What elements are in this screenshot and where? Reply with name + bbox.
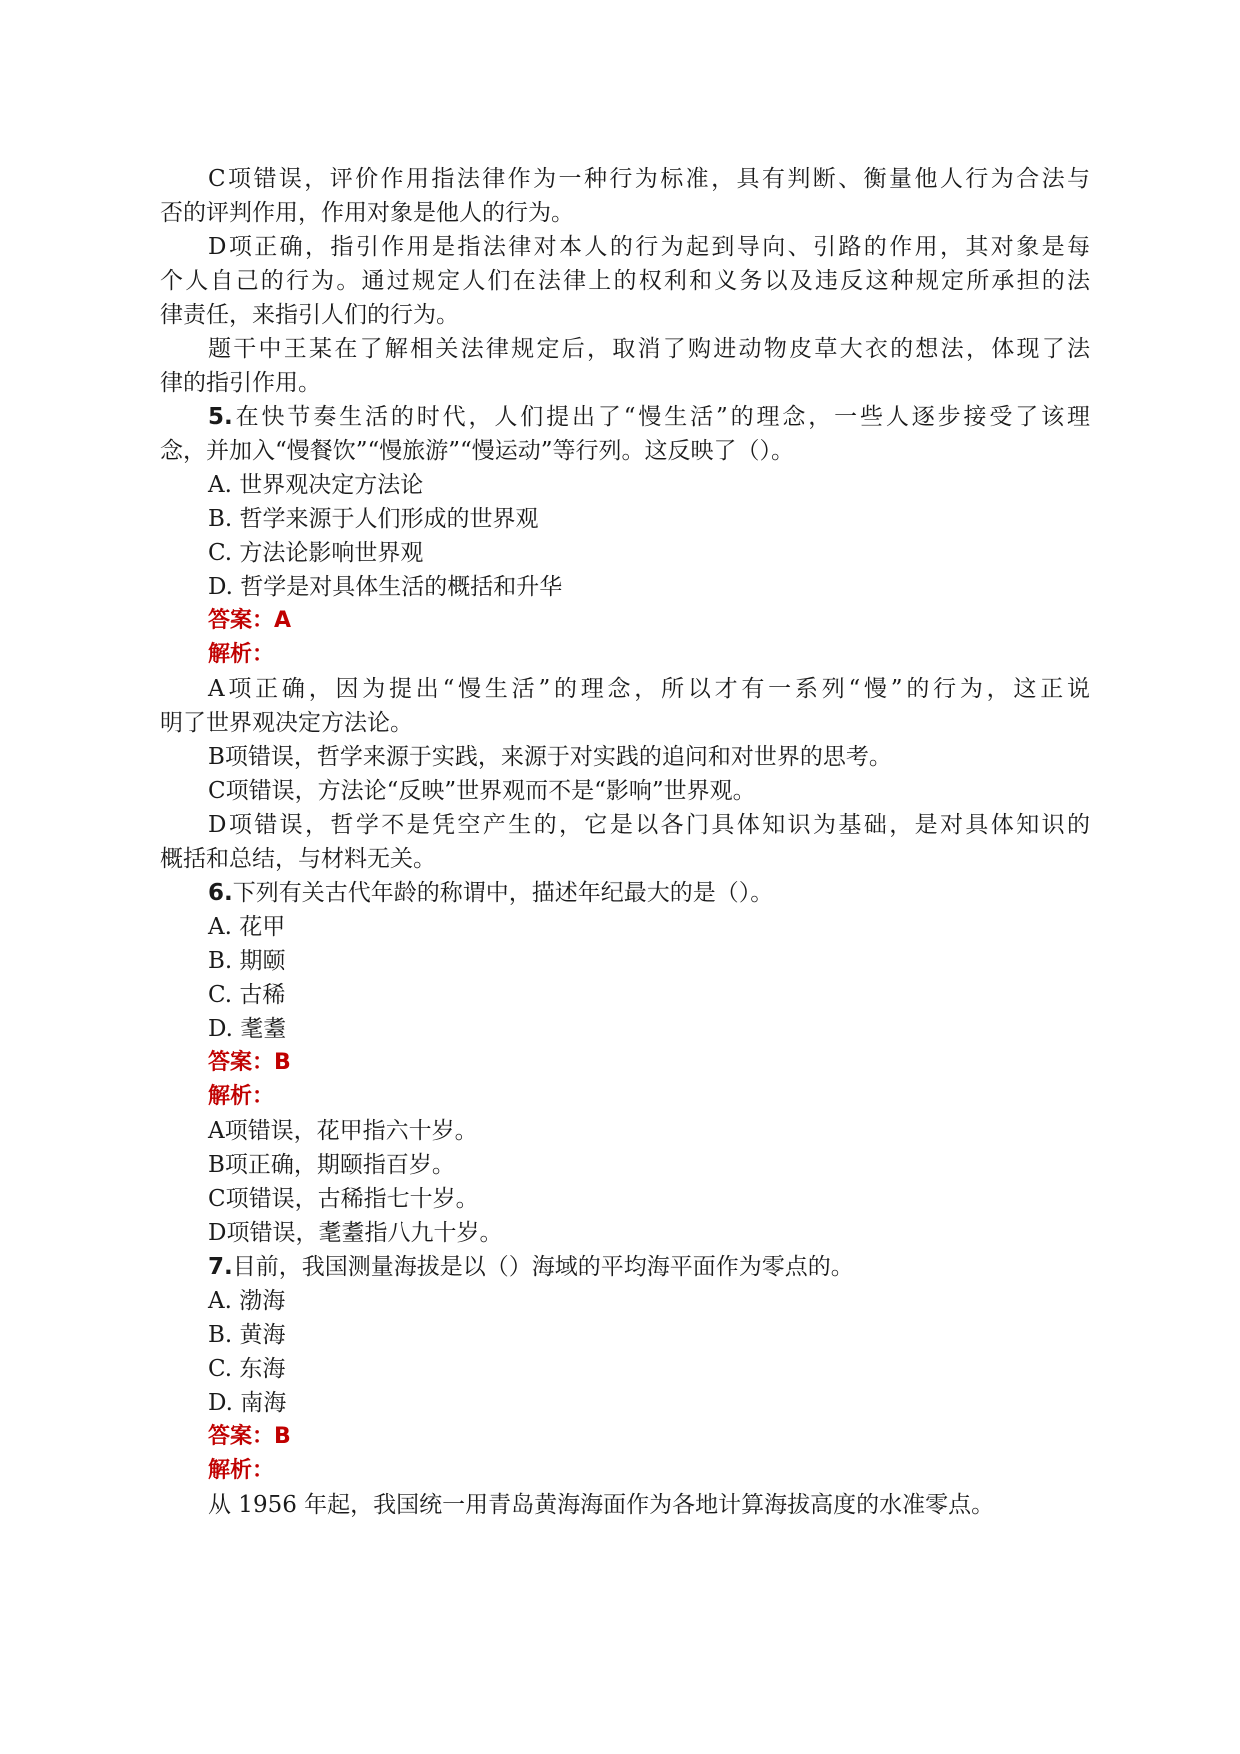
question-7-stem-text: 目前，我国测量海拔是以（）海域的平均海平面作为零点的。 <box>232 1254 854 1280</box>
question-5-option-d: D. 哲学是对具体生活的概括和升华 <box>208 574 563 600</box>
question-5-option-c: C. 方法论影响世界观 <box>208 540 424 566</box>
question-6-analysis-c: C项错误，古稀指七十岁。 <box>208 1186 479 1212</box>
question-7-analysis-label: 解析： <box>208 1458 275 1483</box>
question-5-stem-line-2: 念，并加入“慢餐饮”“慢旅游”“慢运动”等行列。这反映了（）。 <box>160 438 795 464</box>
question-6-analysis-a: A项错误，花甲指六十岁。 <box>208 1118 478 1144</box>
question-5-analysis-d-line-2: 概括和总结，与材料无关。 <box>160 846 436 872</box>
question-5-analysis-d-line-1: D项错误，哲学不是凭空产生的，它是以各门具体知识为基础，是对具体知识的 <box>208 812 1090 838</box>
question-7-option-d: D. 南海 <box>208 1390 287 1416</box>
question-5-number: 5. <box>208 404 233 430</box>
analysis-option-d-line-2: 个人自己的行为。通过规定人们在法律上的权利和义务以及违反这种规定所承担的法 <box>160 268 1090 294</box>
question-7-analysis-text: 从 1956 年起，我国统一用青岛黄海海面作为各地计算海拔高度的水准零点。 <box>208 1492 995 1518</box>
question-7-number: 7. <box>208 1254 233 1280</box>
question-6-option-c: C. 古稀 <box>208 982 286 1008</box>
question-6-number: 6. <box>208 880 233 906</box>
question-7-option-a: A. 渤海 <box>208 1288 286 1314</box>
question-6-option-a: A. 花甲 <box>208 914 286 940</box>
question-6-stem-text: 下列有关古代年龄的称谓中，描述年纪最大的是（）。 <box>232 880 774 906</box>
analysis-option-c-line-2: 否的评判作用，作用对象是他人的行为。 <box>160 200 574 226</box>
question-5-answer: 答案：A <box>208 608 292 633</box>
question-5-analysis-a-line-2: 明了世界观决定方法论。 <box>160 710 413 736</box>
analysis-option-d-line-1: D项正确，指引作用是指法律对本人的行为起到导向、引路的作用，其对象是每 <box>208 234 1090 260</box>
question-5-analysis-a-line-1: A项正确，因为提出“慢生活”的理念，所以才有一系列“慢”的行为，这正说 <box>208 676 1090 702</box>
question-6-analysis-label: 解析： <box>208 1084 275 1109</box>
question-6-stem <box>160 876 1090 910</box>
question-5-stem-line-1 <box>160 400 1090 434</box>
question-6-option-d: D. 耄耋 <box>208 1016 287 1042</box>
question-7-stem <box>160 1250 1090 1284</box>
question-7-option-b: B. 黄海 <box>208 1322 286 1348</box>
question-6-answer: 答案：B <box>208 1050 291 1075</box>
analysis-option-c-line-1: C项错误，评价作用指法律作为一种行为标准，具有判断、衡量他人行为合法与 <box>208 166 1090 192</box>
question-5-analysis-b: B项错误，哲学来源于实践，来源于对实践的追问和对世界的思考。 <box>208 744 892 770</box>
analysis-option-d-line-3: 律责任，来指引人们的行为。 <box>160 302 459 328</box>
question-5-stem-text: 在快节奏生活的时代，人们提出了“慢生活”的理念，一些人逐步接受了该理 <box>232 404 1090 430</box>
question-6-analysis-b: B项正确，期颐指百岁。 <box>208 1152 455 1178</box>
question-5-analysis-c: C项错误，方法论“反映”世界观而不是“影响”世界观。 <box>208 778 756 804</box>
document-page <box>160 162 1090 1522</box>
question-5-option-b: B. 哲学来源于人们形成的世界观 <box>208 506 539 532</box>
analysis-summary-line-2: 律的指引作用。 <box>160 370 321 396</box>
question-7-answer: 答案：B <box>208 1424 291 1449</box>
question-6-analysis-d: D项错误，耄耋指八九十岁。 <box>208 1220 503 1246</box>
question-5-analysis-label: 解析： <box>208 642 275 667</box>
analysis-summary-line-1: 题干中王某在了解相关法律规定后，取消了购进动物皮草大衣的想法，体现了法 <box>208 336 1090 362</box>
question-7-option-c: C. 东海 <box>208 1356 286 1382</box>
question-5-option-a: A. 世界观决定方法论 <box>208 472 424 498</box>
question-6-option-b: B. 期颐 <box>208 948 286 974</box>
